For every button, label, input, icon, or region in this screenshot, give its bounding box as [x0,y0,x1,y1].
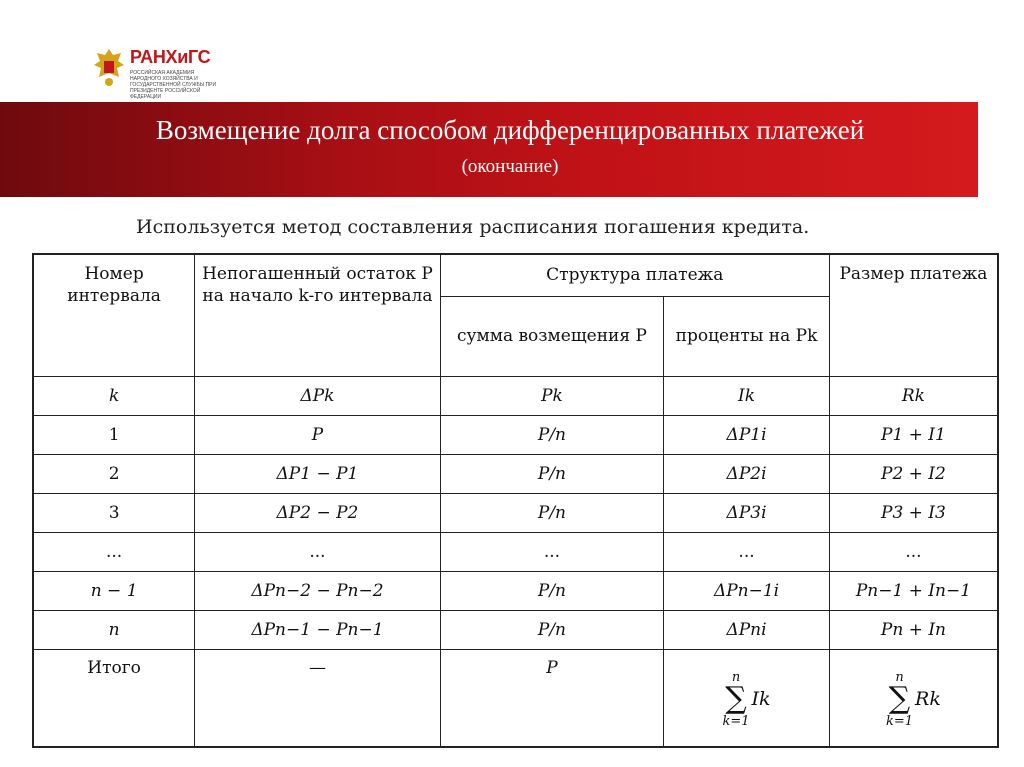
cell-repayment: ... [440,532,663,571]
table-row [33,610,998,649]
logo-subtitle: РОССИЙСКАЯ АКАДЕМИЯ НАРОДНОГО ХОЗЯЙСТВА И ГОСУДАРСТВЕННОЙ СЛУЖБЫ ПРИ ПРЕЗИДЕНТЕ РОССИЙСКОЙ ФЕДЕРАЦИИ [130,70,217,100]
sum-upper-limit: n [895,670,904,685]
cell-payment: Pn−1 + In−1 [829,571,998,610]
cell-interval: 3 [33,493,195,532]
cell-payment: Rk [829,376,998,415]
table-body [33,376,998,747]
cell-interest: ΔP3i [664,493,830,532]
cell-interest: ΔP2i [664,454,830,493]
sigma-sign [722,669,749,729]
cell-repayment: P/n [440,610,663,649]
sigma-sign [886,669,913,729]
slide-title: Возмещение долга способом дифференцированных платежей [155,115,865,145]
cell-total-remainder: — [195,649,441,747]
cell-interval: n − 1 [33,571,195,610]
payment-sum [886,669,941,729]
cell-repayment: P/n [440,493,663,532]
cell-repayment: P/n [440,454,663,493]
cell-interest: ΔP1i [664,415,830,454]
sum-term: Rk [915,688,941,710]
cell-remainder: P [195,415,441,454]
cell-interest: ΔPni [664,610,830,649]
cell-remainder: ... [195,532,441,571]
header-remainder-text: Непогашенный остаток P на начало k-го интервала [202,264,433,306]
cell-total-payment [829,649,998,747]
cell-remainder: ΔPn−2 − Pn−2 [195,571,441,610]
sum-term: Ik [751,688,771,710]
cell-remainder: ΔPn−1 − Pn−1 [195,610,441,649]
header-payment: Размер платежа [829,254,998,376]
cell-total-repayment: P [440,649,663,747]
header-repayment: сумма возмещения P [440,296,663,376]
eagle-emblem-icon [92,46,126,88]
cell-remainder: ΔPk [195,376,441,415]
header-interest: проценты на Pk [664,296,830,376]
repayment-schedule-table [32,253,999,748]
interest-sum [722,669,770,729]
cell-interest: Ik [664,376,830,415]
cell-interval: k [33,376,195,415]
cell-interest: ... [664,532,830,571]
sum-lower-limit: k=1 [722,714,750,729]
header-structure: Структура платежа [440,254,829,296]
cell-remainder: ΔP2 − P2 [195,493,441,532]
cell-remainder: ΔP1 − P1 [195,454,441,493]
cell-payment: ... [829,532,998,571]
table-row [33,415,998,454]
cell-total-interest [664,649,830,747]
cell-payment: P3 + I3 [829,493,998,532]
table-row [33,532,998,571]
slide-subtitle: (окончание) [461,156,559,177]
cell-interest: ΔPn−1i [664,571,830,610]
cell-repayment: Pk [440,376,663,415]
table-row [33,571,998,610]
table-row [33,493,998,532]
cell-payment: Pn + In [829,610,998,649]
table-row [33,454,998,493]
sum-upper-limit: n [731,670,741,685]
sigma-symbol: ∑ [888,681,911,716]
table-row [33,376,998,415]
intro-text: Используется метод составления расписания погашения кредита. [136,216,810,238]
cell-interval: 1 [33,415,195,454]
sigma-symbol: ∑ [725,681,747,716]
cell-payment: P1 + I1 [829,415,998,454]
title-banner [0,102,978,197]
cell-total-label: Итого [33,649,195,747]
cell-repayment: P/n [440,571,663,610]
cell-payment: P2 + I2 [829,454,998,493]
cell-interval: n [33,610,195,649]
header-interval: Номер интервала [33,254,195,376]
ranepa-logo [92,44,222,100]
header-remainder [195,254,441,376]
cell-interval: 2 [33,454,195,493]
sum-lower-limit: k=1 [885,714,914,729]
total-row [33,649,998,747]
logo-name: РАНХиГС [130,47,211,67]
cell-interval: ... [33,532,195,571]
cell-repayment: P/n [440,415,663,454]
